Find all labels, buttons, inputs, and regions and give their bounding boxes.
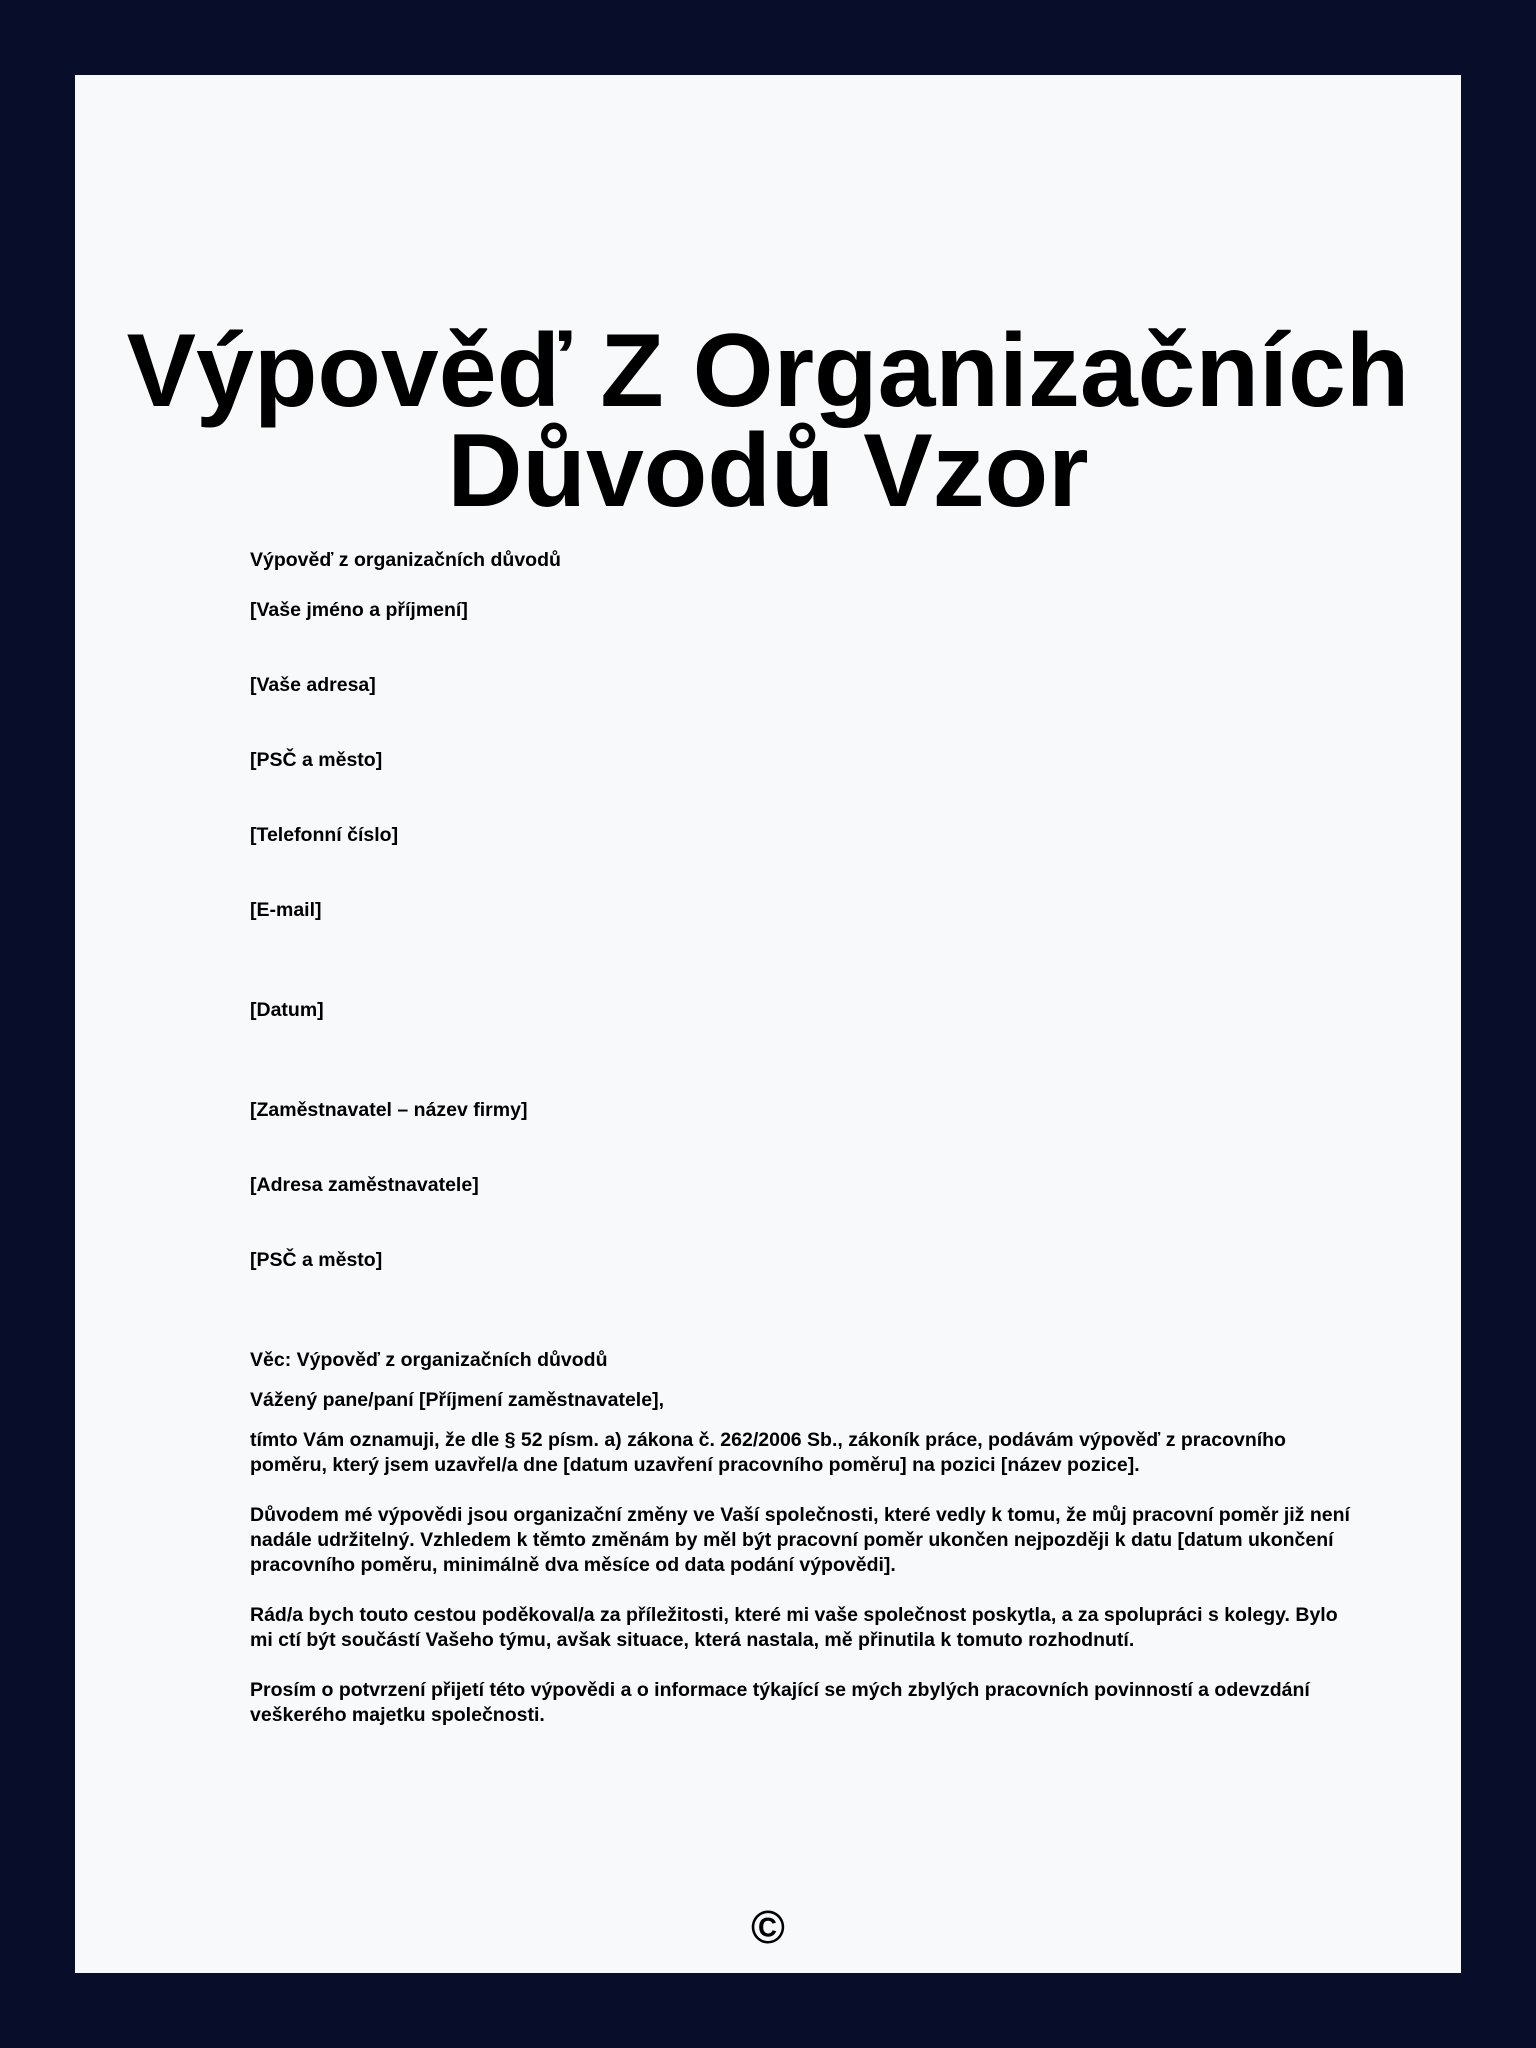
letter-subject: Věc: Výpověď z organizačních důvodů [250, 1349, 608, 1371]
sender-city: [PSČ a město] [250, 749, 383, 771]
letter-paragraph: Prosím o potvrzení přijetí této výpovědi a o informace týkající se mých zbylých pracovních povinností a odevzdání veškerého majetku společnosti. [250, 1679, 1310, 1726]
sender-address: [Vaše adresa] [250, 674, 376, 696]
copyright-symbol: © [751, 1901, 785, 1953]
letter-paragraph: tímto Vám oznamuji, že dle § 52 písm. a) zákona č. 262/2006 Sb., zákoník práce, podávám výpověď z pracovního poměru, který jsem uzavřel/a dne [datum uzavření pracovního poměru] na pozici [název pozice]. [250, 1429, 1286, 1476]
title-line-2: Důvodů Vzor [447, 413, 1089, 529]
letter-body [250, 548, 1360, 1728]
document-page [75, 75, 1461, 1973]
letter-paragraph: Rád/a bych touto cestou poděkoval/a za příležitosti, které mi vaše společnost poskytla, a za spolupráci s kolegy. Bylo mi ctí být součástí Vašeho týmu, avšak situace, která nastala, mě přinutila k tomuto rozhodnutí. [250, 1604, 1338, 1651]
letter-salutation: Vážený pane/paní [Příjmení zaměstnavatele], [250, 1389, 664, 1411]
document-title [75, 313, 1461, 529]
employer-address: [Adresa zaměstnavatele] [250, 1174, 479, 1196]
employer-city: [PSČ a město] [250, 1249, 383, 1271]
letter-paragraph: Důvodem mé výpovědi jsou organizační změny ve Vaší společnosti, které vedly k tomu, že můj pracovní poměr již není nadále udržitelný. Vzhledem k těmto změnám by měl být pracovní poměr ukončen nejpozději k datu [datum ukončení pracovního poměru, minimálně dva měsíce od data podání výpovědi]. [250, 1504, 1350, 1576]
letter-heading: Výpověď z organizačních důvodů [250, 549, 561, 571]
sender-name: [Vaše jméno a příjmení] [250, 599, 468, 621]
employer-name: [Zaměstnavatel – název firmy] [250, 1099, 528, 1121]
letter-date: [Datum] [250, 999, 324, 1021]
title-line-1: Výpověď Z Organizačních [126, 313, 1410, 429]
sender-phone: [Telefonní číslo] [250, 824, 399, 846]
sender-email: [E-mail] [250, 899, 322, 921]
